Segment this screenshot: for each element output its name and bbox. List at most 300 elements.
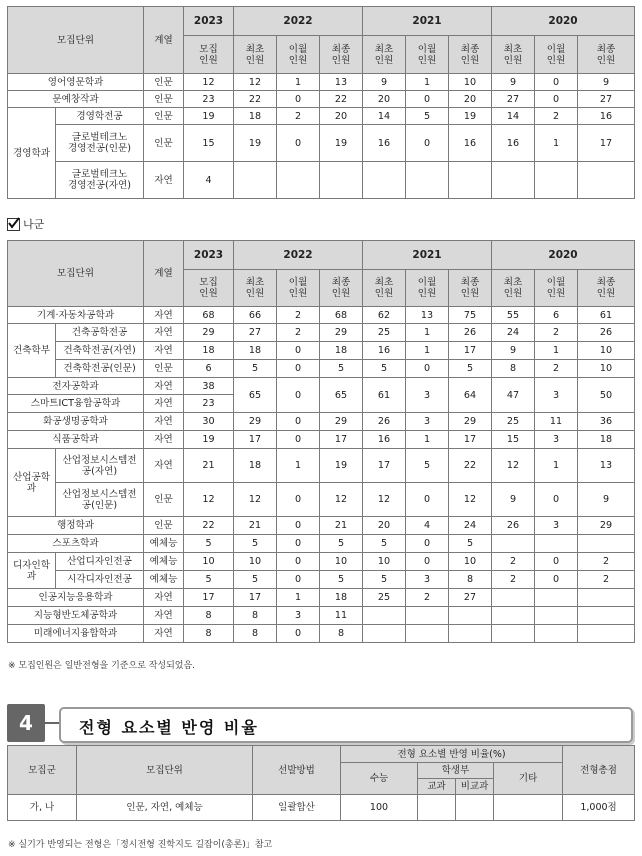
cell-track: 자연 — [144, 607, 184, 625]
cell-value: 0 — [406, 553, 449, 571]
sub-header: 최초 인원 — [363, 36, 406, 74]
cell-value: 20 — [320, 108, 363, 125]
cell-value: 12 — [449, 483, 492, 517]
cell-value: 23 — [184, 91, 234, 108]
cell-value: 5 — [363, 571, 406, 589]
sub-header: 최종 인원 — [449, 36, 492, 74]
cell-value: 1 — [406, 431, 449, 449]
cell-value: 18 — [184, 342, 234, 360]
cell-value: 2 — [535, 108, 578, 125]
cell-value: 20 — [363, 91, 406, 108]
cell-value: 0 — [535, 91, 578, 108]
cell-unit: 기계·자동차공학과 — [8, 307, 144, 324]
section-title: 전형 요소별 반영 비율 — [79, 718, 259, 737]
sub-header: 이월 인원 — [406, 36, 449, 74]
cell-total: 1,000점 — [563, 795, 635, 821]
header-year-2020: 2020 — [492, 7, 635, 36]
cell-value — [492, 607, 535, 625]
footnote-practical: ※ 실기가 반영되는 전형은「정시전형 진학지도 길잡이(총론)」참고 — [8, 840, 273, 850]
admission-table-top — [7, 6, 635, 199]
cell-value-merged: 0 — [277, 378, 320, 413]
sub-header: 모집 인원 — [184, 270, 234, 307]
cell-value: 16 — [363, 125, 406, 162]
sub-header: 최종 인원 — [578, 36, 635, 74]
cell-group: 경영학과 — [8, 108, 56, 199]
cell-unit: 글로벌테크노 경영전공(인문) — [56, 125, 144, 162]
cell-value — [277, 162, 320, 199]
cell-value: 9 — [578, 74, 635, 91]
cell-value: 26 — [449, 324, 492, 342]
cell-unit: 전자공학과 — [8, 378, 144, 395]
cell-value: 5 — [234, 571, 277, 589]
cell-unit: 화공생명공학과 — [8, 413, 144, 431]
header-method: 선발방법 — [253, 746, 341, 795]
table-row — [8, 431, 635, 449]
header-track: 계열 — [144, 7, 184, 74]
cell-value: 8 — [449, 571, 492, 589]
cell-value: 29 — [320, 324, 363, 342]
cell-track: 인문 — [144, 108, 184, 125]
cell-value-merged: 50 — [578, 378, 635, 413]
table-row — [8, 553, 635, 571]
cell-value: 10 — [449, 553, 492, 571]
cell-value: 16 — [363, 431, 406, 449]
cell-value — [578, 607, 635, 625]
table-row — [8, 108, 635, 125]
cell-value: 9 — [492, 483, 535, 517]
cell-track: 자연 — [144, 449, 184, 483]
cell-value: 29 — [449, 413, 492, 431]
cell-value: 6 — [184, 360, 234, 378]
cell-value: 1 — [535, 342, 578, 360]
cell-value: 5 — [320, 535, 363, 553]
cell-value: 61 — [578, 307, 635, 324]
cell-value: 5 — [363, 535, 406, 553]
cell-value: 17 — [449, 342, 492, 360]
cell-value — [492, 535, 535, 553]
cell-value — [449, 625, 492, 643]
cell-value: 25 — [492, 413, 535, 431]
cell-value: 2 — [578, 571, 635, 589]
cell-value: 0 — [277, 413, 320, 431]
cell-value: 2 — [535, 324, 578, 342]
cell-value: 22 — [449, 449, 492, 483]
sub-header: 최종 인원 — [320, 36, 363, 74]
cell-value — [535, 625, 578, 643]
cell-value: 21 — [184, 449, 234, 483]
cell-value: 16 — [449, 125, 492, 162]
section-title-box — [59, 707, 633, 743]
cell-track: 인문 — [144, 483, 184, 517]
table-row — [8, 324, 635, 342]
cell-value: 12 — [320, 483, 363, 517]
header-ratio: 전형 요소별 반영 비율(%) — [341, 746, 563, 763]
cell-track: 예체능 — [144, 553, 184, 571]
table-row — [8, 449, 635, 483]
table-row — [8, 360, 635, 378]
cell-value: 5 — [234, 535, 277, 553]
cell-value: 19 — [234, 125, 277, 162]
cell-value: 15 — [184, 125, 234, 162]
cell-value: 0 — [277, 625, 320, 643]
cell-value: 75 — [449, 307, 492, 324]
table-row — [8, 125, 635, 162]
cell-value: 0 — [277, 517, 320, 535]
cell-value: 0 — [535, 553, 578, 571]
cell-value: 62 — [363, 307, 406, 324]
sub-header: 최초 인원 — [234, 270, 277, 307]
section-4-header — [7, 704, 634, 742]
cell-value: 5 — [234, 360, 277, 378]
cell-value: 2 — [277, 307, 320, 324]
table-row — [8, 413, 635, 431]
cell-track: 인문 — [144, 125, 184, 162]
cell-value: 68 — [320, 307, 363, 324]
cell-value: 8 — [492, 360, 535, 378]
cell-value: 2 — [406, 589, 449, 607]
cell-unit: 건축학전공(자연) — [56, 342, 144, 360]
cell-value: 19 — [184, 108, 234, 125]
cell-value: 17 — [184, 589, 234, 607]
cell-value: 0 — [277, 431, 320, 449]
header-total: 전형총점 — [563, 746, 635, 795]
cell-track: 자연 — [144, 431, 184, 449]
table-row — [8, 589, 635, 607]
cell-value: 66 — [234, 307, 277, 324]
cell-value: 24 — [449, 517, 492, 535]
cell-value: 36 — [578, 413, 635, 431]
cell-value — [578, 589, 635, 607]
cell-value-merged: 65 — [320, 378, 363, 413]
section-nagun-heading — [7, 216, 44, 232]
cell-track: 자연 — [144, 589, 184, 607]
cell-track: 자연 — [144, 307, 184, 324]
cell-value — [535, 162, 578, 199]
table-row — [8, 483, 635, 517]
header-suneung: 수능 — [341, 763, 418, 795]
cell-value: 10 — [184, 553, 234, 571]
cell-unit: 식품공학과 — [8, 431, 144, 449]
cell-value: 17 — [363, 449, 406, 483]
cell-value: 27 — [578, 91, 635, 108]
cell-value: 29 — [234, 413, 277, 431]
cell-value: 0 — [277, 342, 320, 360]
cell-value: 18 — [234, 342, 277, 360]
sub-header: 최초 인원 — [363, 270, 406, 307]
section-nagun-label: 나군 — [23, 218, 45, 231]
cell-value: 11 — [320, 607, 363, 625]
cell-track: 자연 — [144, 162, 184, 199]
header-etc: 기타 — [494, 763, 563, 795]
cell-value: 27 — [234, 324, 277, 342]
cell-value: 9 — [578, 483, 635, 517]
table-row — [8, 535, 635, 553]
cell-value: 2 — [578, 553, 635, 571]
table-row — [8, 74, 635, 91]
cell-value: 38 — [184, 378, 234, 395]
cell-unit: 건축공학전공 — [56, 324, 144, 342]
cell-track: 예체능 — [144, 535, 184, 553]
cell-value: 19 — [184, 431, 234, 449]
cell-value: 26 — [363, 413, 406, 431]
cell-value: 0 — [277, 360, 320, 378]
cell-value: 0 — [406, 535, 449, 553]
cell-value: 55 — [492, 307, 535, 324]
cell-value: 27 — [449, 589, 492, 607]
sub-header: 최종 인원 — [320, 270, 363, 307]
cell-track: 인문 — [144, 91, 184, 108]
table-row — [8, 342, 635, 360]
cell-track: 인문 — [144, 360, 184, 378]
cell-value: 27 — [492, 91, 535, 108]
table-row — [8, 162, 635, 199]
cell-group: 건축학부 — [8, 324, 56, 378]
header-year-2021: 2021 — [363, 7, 492, 36]
cell-value: 23 — [184, 395, 234, 413]
cell-track: 자연 — [144, 324, 184, 342]
cell-value — [363, 162, 406, 199]
cell-value: 16 — [578, 108, 635, 125]
cell-subject — [418, 795, 456, 821]
cell-value: 20 — [363, 517, 406, 535]
cell-value: 22 — [234, 91, 277, 108]
cell-value: 18 — [320, 589, 363, 607]
header-subject: 교과 — [418, 779, 456, 795]
cell-value: 2 — [492, 571, 535, 589]
cell-value — [492, 589, 535, 607]
cell-value: 12 — [184, 483, 234, 517]
cell-value: 0 — [406, 91, 449, 108]
cell-value: 19 — [320, 449, 363, 483]
cell-unit: 건축학전공(인문) — [56, 360, 144, 378]
cell-value-merged: 61 — [363, 378, 406, 413]
cell-value: 0 — [406, 360, 449, 378]
sub-header: 이월 인원 — [277, 270, 320, 307]
cell-value: 25 — [363, 589, 406, 607]
cell-track: 자연 — [144, 625, 184, 643]
cell-value-merged: 3 — [406, 378, 449, 413]
cell-unit: 경영학전공 — [56, 108, 144, 125]
cell-unit: 시각디자인전공 — [56, 571, 144, 589]
cell-value: 2 — [535, 360, 578, 378]
cell-value — [406, 625, 449, 643]
cell-value: 19 — [449, 108, 492, 125]
cell-value: 25 — [363, 324, 406, 342]
cell-value: 0 — [277, 571, 320, 589]
cell-value: 10 — [234, 553, 277, 571]
cell-value: 1 — [535, 125, 578, 162]
cell-unit: 산업정보시스템전 공(인문) — [56, 483, 144, 517]
cell-value: 1 — [277, 74, 320, 91]
cell-value: 1 — [277, 589, 320, 607]
cell-unit: 산업정보시스템전 공(자연) — [56, 449, 144, 483]
cell-value: 21 — [234, 517, 277, 535]
cell-value: 0 — [277, 91, 320, 108]
cell-value: 14 — [363, 108, 406, 125]
cell-value: 2 — [277, 324, 320, 342]
footnote-recruit: ※ 모집인원은 일반전형을 기준으로 작성되었음. — [8, 661, 196, 671]
cell-value: 3 — [406, 571, 449, 589]
table-row — [8, 607, 635, 625]
sub-header: 최초 인원 — [492, 270, 535, 307]
sub-header: 최종 인원 — [578, 270, 635, 307]
section-connector — [45, 722, 59, 724]
cell-value: 14 — [492, 108, 535, 125]
cell-value — [535, 535, 578, 553]
cell-value: 1 — [277, 449, 320, 483]
cell-value: 3 — [277, 607, 320, 625]
header-unit: 모집단위 — [8, 241, 144, 307]
cell-group: 가, 나 — [8, 795, 77, 821]
cell-value: 2 — [492, 553, 535, 571]
header-year-2023: 2023 — [184, 241, 234, 270]
cell-value: 5 — [406, 108, 449, 125]
cell-value: 15 — [492, 431, 535, 449]
sub-header: 최초 인원 — [492, 36, 535, 74]
cell-value-merged: 65 — [234, 378, 277, 413]
cell-value: 18 — [234, 449, 277, 483]
cell-value: 8 — [234, 607, 277, 625]
cell-value: 13 — [406, 307, 449, 324]
cell-value: 5 — [184, 535, 234, 553]
cell-value: 0 — [535, 571, 578, 589]
cell-value: 21 — [320, 517, 363, 535]
cell-unit: 행정학과 — [8, 517, 144, 535]
cell-value: 12 — [234, 483, 277, 517]
cell-unit: 산업디자인전공 — [56, 553, 144, 571]
sub-header: 모집 인원 — [184, 36, 234, 74]
cell-value: 5 — [320, 360, 363, 378]
sub-header: 최종 인원 — [449, 270, 492, 307]
cell-value: 0 — [535, 483, 578, 517]
header-year-2022: 2022 — [234, 7, 363, 36]
cell-value — [578, 535, 635, 553]
cell-value: 0 — [277, 483, 320, 517]
cell-value: 17 — [578, 125, 635, 162]
cell-value: 17 — [449, 431, 492, 449]
table-row — [8, 517, 635, 535]
cell-value: 12 — [492, 449, 535, 483]
cell-value: 20 — [449, 91, 492, 108]
cell-value: 0 — [277, 535, 320, 553]
cell-unit: 미래에너지융합학과 — [8, 625, 144, 643]
cell-value: 5 — [184, 571, 234, 589]
cell-value: 13 — [578, 449, 635, 483]
cell-value: 10 — [449, 74, 492, 91]
cell-track: 인문 — [144, 74, 184, 91]
cell-value — [320, 162, 363, 199]
cell-value: 19 — [320, 125, 363, 162]
cell-value: 0 — [277, 553, 320, 571]
cell-value: 1 — [406, 74, 449, 91]
cell-value: 3 — [535, 517, 578, 535]
cell-track: 예체능 — [144, 571, 184, 589]
cell-value: 26 — [578, 324, 635, 342]
cell-value — [363, 625, 406, 643]
cell-nonsubject — [456, 795, 494, 821]
header-nonsubject: 비교과 — [456, 779, 494, 795]
cell-unit: 인문, 자연, 예체능 — [77, 795, 253, 821]
cell-value-merged: 47 — [492, 378, 535, 413]
cell-value: 16 — [492, 125, 535, 162]
cell-unit: 인공지능응용학과 — [8, 589, 144, 607]
cell-value: 8 — [320, 625, 363, 643]
cell-value: 22 — [320, 91, 363, 108]
cell-value — [406, 162, 449, 199]
cell-value: 8 — [184, 625, 234, 643]
cell-value: 0 — [277, 125, 320, 162]
cell-value — [535, 607, 578, 625]
cell-value: 29 — [320, 413, 363, 431]
cell-value — [535, 589, 578, 607]
cell-track: 자연 — [144, 378, 184, 395]
cell-value: 1 — [406, 342, 449, 360]
cell-value: 9 — [492, 342, 535, 360]
cell-value: 17 — [234, 589, 277, 607]
cell-value — [363, 607, 406, 625]
cell-value: 10 — [320, 553, 363, 571]
cell-value: 2 — [277, 108, 320, 125]
sub-header: 이월 인원 — [277, 36, 320, 74]
header-school-record: 학생부 — [418, 763, 494, 779]
section-number: 4 — [7, 704, 45, 742]
cell-unit: 문예창작과 — [8, 91, 144, 108]
cell-value: 13 — [320, 74, 363, 91]
cell-value: 12 — [363, 483, 406, 517]
cell-value: 3 — [535, 431, 578, 449]
cell-value: 1 — [535, 449, 578, 483]
cell-value — [234, 162, 277, 199]
cell-value: 3 — [406, 413, 449, 431]
cell-value: 24 — [492, 324, 535, 342]
sub-header: 이월 인원 — [535, 36, 578, 74]
cell-suneung: 100 — [341, 795, 418, 821]
cell-value: 0 — [406, 483, 449, 517]
header-unit: 모집단위 — [77, 746, 253, 795]
cell-value — [406, 607, 449, 625]
cell-value: 10 — [363, 553, 406, 571]
cell-value — [492, 162, 535, 199]
cell-group: 디자인학 과 — [8, 553, 56, 589]
cell-value: 17 — [320, 431, 363, 449]
table-row — [8, 378, 635, 395]
header-year-2022: 2022 — [234, 241, 363, 270]
table-row — [8, 91, 635, 108]
cell-unit: 지능형반도체공학과 — [8, 607, 144, 625]
cell-unit: 스마트ICT융합공학과 — [8, 395, 144, 413]
cell-value: 30 — [184, 413, 234, 431]
cell-unit: 글로벌테크노 경영전공(자연) — [56, 162, 144, 199]
cell-value-merged: 3 — [535, 378, 578, 413]
cell-value: 26 — [492, 517, 535, 535]
ratio-table — [7, 745, 635, 821]
cell-value: 12 — [234, 74, 277, 91]
cell-value: 0 — [535, 74, 578, 91]
cell-value: 6 — [535, 307, 578, 324]
cell-value: 8 — [184, 607, 234, 625]
cell-track: 인문 — [144, 517, 184, 535]
cell-value: 10 — [578, 342, 635, 360]
cell-value-merged: 64 — [449, 378, 492, 413]
checkbox-icon — [7, 218, 20, 231]
cell-track: 자연 — [144, 342, 184, 360]
header-year-2021: 2021 — [363, 241, 492, 270]
header-track: 계열 — [144, 241, 184, 307]
cell-track: 자연 — [144, 395, 184, 413]
cell-unit: 스포츠학과 — [8, 535, 144, 553]
sub-header: 이월 인원 — [406, 270, 449, 307]
cell-value: 1 — [406, 324, 449, 342]
